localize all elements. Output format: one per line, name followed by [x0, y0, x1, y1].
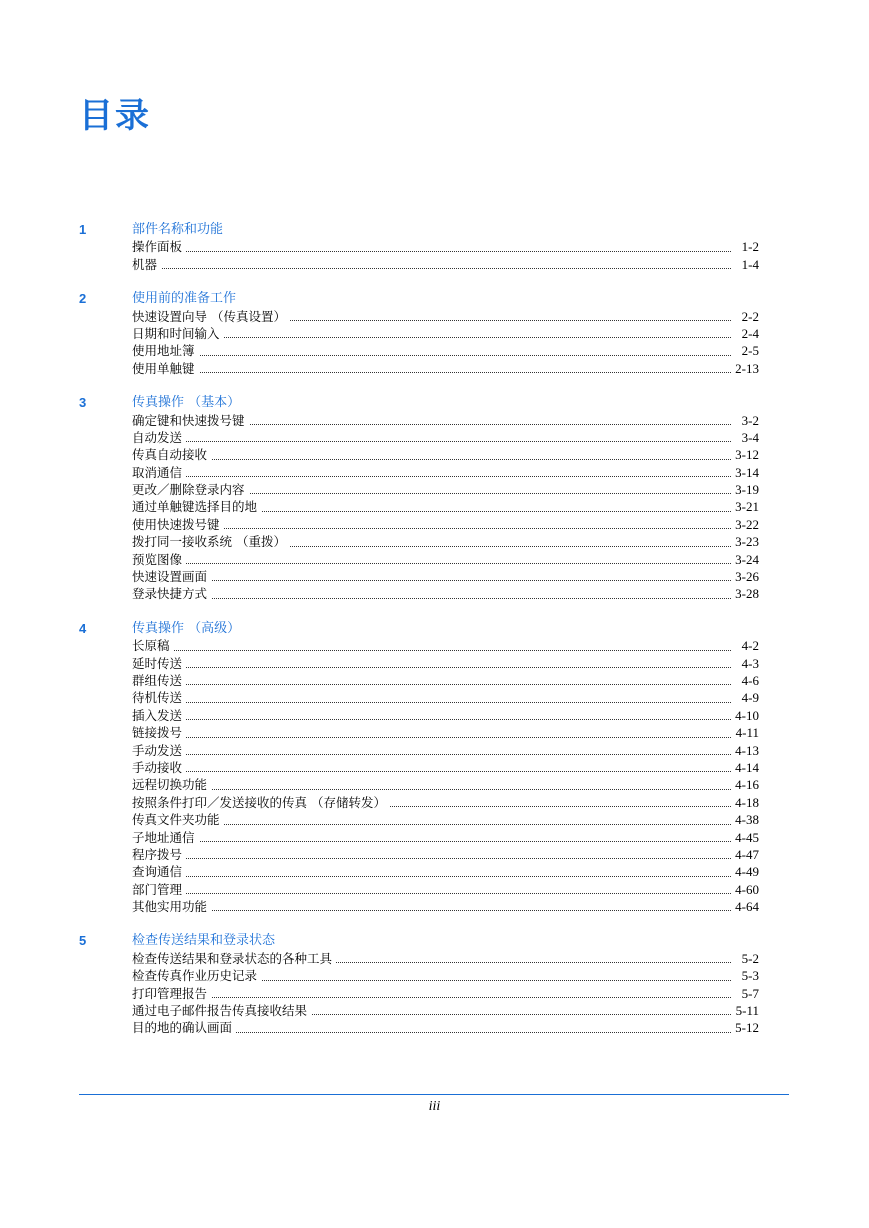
toc-entry-label: 使用地址簿 [132, 342, 199, 359]
toc-entry-page-number: 4-14 [731, 759, 759, 776]
toc-entry-page-number: 3-12 [731, 446, 759, 463]
toc-chapter [0, 290, 869, 377]
dot-leader [132, 702, 731, 703]
chapter-number: 1 [79, 222, 87, 237]
toc-entry-link[interactable] [132, 1002, 759, 1019]
toc-entry-link[interactable] [132, 412, 759, 429]
toc-entry-label: 日期和时间输入 [132, 325, 224, 342]
toc-entry-label: 检查传真作业历史记录 [132, 967, 261, 984]
chapter-number: 5 [79, 933, 87, 949]
toc-entry-page-number: 3-2 [738, 412, 759, 429]
toc-entry-page-number: 4-45 [731, 829, 759, 846]
toc-entry-link[interactable] [132, 498, 759, 515]
toc-entry-label: 长原稿 [132, 637, 174, 654]
toc-chapter [0, 394, 869, 603]
toc-entry-link[interactable] [132, 481, 759, 498]
toc-entry-label: 插入发送 [132, 707, 186, 724]
toc-entry-label: 使用单触键 [132, 360, 199, 377]
toc-entry-link[interactable] [132, 898, 759, 915]
dot-leader [132, 372, 731, 373]
toc-entry-page-number: 4-60 [731, 881, 759, 898]
table-of-contents [0, 221, 869, 1054]
toc-entry-label: 远程切换功能 [132, 776, 211, 793]
toc-entry-link[interactable] [132, 637, 759, 654]
dot-leader [132, 858, 731, 859]
toc-entry-page-number: 1-4 [738, 256, 759, 273]
toc-entry-link[interactable] [132, 759, 759, 776]
chapter-number: 3 [79, 395, 87, 411]
dot-leader [132, 355, 731, 356]
toc-entry-page-number: 3-19 [731, 481, 759, 498]
chapter-title-link[interactable]: 使用前的准备工作 [132, 291, 237, 307]
toc-entry-link[interactable] [132, 568, 759, 585]
toc-entry-page-number: 5-2 [738, 950, 759, 967]
toc-entry-page-number: 4-6 [738, 672, 759, 689]
chapter-title-link[interactable]: 部件名称和功能 [132, 222, 224, 237]
toc-entry-label: 部门管理 [132, 881, 186, 898]
footer-page-number: iii [428, 1099, 441, 1114]
toc-entry-page-number: 2-5 [738, 342, 759, 359]
toc-entry-label: 其他实用功能 [132, 898, 211, 915]
chapter-title-link[interactable]: 传真操作 （基本） [132, 395, 241, 411]
toc-entry-link[interactable] [132, 308, 759, 325]
chapter-number: 2 [79, 291, 87, 307]
toc-entry-link[interactable] [132, 464, 759, 481]
chapter-title-link[interactable]: 检查传送结果和登录状态 [132, 933, 276, 949]
toc-entry-page-number: 4-47 [731, 846, 759, 863]
toc-entry-link[interactable] [132, 707, 759, 724]
toc-chapter [0, 620, 869, 916]
toc-entry-link[interactable] [132, 672, 759, 689]
toc-entry-link[interactable] [132, 551, 759, 568]
toc-entry-page-number: 5-3 [738, 967, 759, 984]
toc-entry-page-number: 2-13 [731, 360, 759, 377]
toc-entry-page-number: 5-12 [731, 1019, 759, 1036]
dot-leader [132, 789, 731, 790]
toc-entry-label: 快速设置画面 [132, 568, 211, 585]
toc-entry-label: 检查传送结果和登录状态的各种工具 [132, 950, 336, 967]
toc-entry-label: 打印管理报告 [132, 985, 211, 1002]
toc-entry-label: 取消通信 [132, 464, 186, 481]
toc-entry-link[interactable] [132, 985, 759, 1002]
dot-leader [132, 684, 731, 685]
toc-entry-link[interactable] [132, 342, 759, 359]
toc-entry-page-number: 3-21 [731, 498, 759, 515]
toc-entry-page-number: 3-28 [731, 585, 759, 602]
toc-entry-link[interactable] [132, 655, 759, 672]
toc-entry-label: 更改／删除登录内容 [132, 481, 249, 498]
dot-leader [132, 737, 731, 738]
dot-leader [132, 268, 731, 269]
toc-entry-page-number: 3-4 [738, 429, 759, 446]
dot-leader [132, 441, 731, 442]
dot-leader [132, 580, 731, 581]
toc-entry-page-number: 4-49 [731, 863, 759, 880]
dot-leader [132, 251, 731, 252]
toc-entry-label: 登录快捷方式 [132, 585, 211, 602]
toc-entry-label: 群组传送 [132, 672, 186, 689]
toc-entry-page-number: 4-64 [731, 898, 759, 915]
toc-entry-page-number: 4-13 [731, 742, 759, 759]
dot-leader [132, 754, 731, 755]
toc-entry-page-number: 1-2 [738, 238, 759, 255]
toc-entry-label: 目的地的确认画面 [132, 1019, 236, 1036]
toc-entry-link[interactable] [132, 794, 759, 811]
toc-entry-link[interactable] [132, 533, 759, 550]
toc-entry-link[interactable] [132, 846, 759, 863]
toc-entry-label: 手动接收 [132, 759, 186, 776]
toc-entry-link[interactable] [132, 238, 759, 255]
toc-entry-link[interactable] [132, 446, 759, 463]
chapter-title-link[interactable]: 传真操作 （高级） [132, 620, 241, 636]
dot-leader [132, 563, 731, 564]
toc-entry-label: 通过电子邮件报告传真接收结果 [132, 1002, 311, 1019]
toc-entry-link[interactable] [132, 585, 759, 602]
dot-leader [132, 893, 731, 894]
toc-entry-label: 拨打同一接收系统 （重拨） [132, 533, 290, 550]
toc-entry-link[interactable] [132, 516, 759, 533]
toc-chapter [0, 221, 869, 273]
toc-entry-page-number: 4-9 [738, 689, 759, 706]
toc-entry-link[interactable] [132, 776, 759, 793]
toc-entry-label: 操作面板 [132, 238, 186, 255]
toc-entry-link[interactable] [132, 429, 759, 446]
toc-entry-link[interactable] [132, 811, 759, 828]
toc-entry-page-number: 4-16 [731, 776, 759, 793]
toc-entry-link[interactable] [132, 829, 759, 846]
toc-entry-label: 待机传送 [132, 689, 186, 706]
toc-entry-label: 传真自动接收 [132, 446, 211, 463]
toc-entry-label: 链接拨号 [132, 724, 186, 741]
toc-entry-link[interactable] [132, 360, 759, 377]
toc-entry-page-number: 3-23 [731, 533, 759, 550]
toc-entry-page-number: 3-22 [731, 516, 759, 533]
toc-entry-label: 子地址通信 [132, 829, 199, 846]
toc-entry-link[interactable] [132, 863, 759, 880]
toc-entry-page-number: 5-11 [732, 1002, 759, 1019]
dot-leader [132, 598, 731, 599]
dot-leader [132, 719, 731, 720]
toc-entry-link[interactable] [132, 881, 759, 898]
toc-chapter [0, 932, 869, 1036]
footer-divider [79, 1094, 789, 1095]
toc-entry-link[interactable] [132, 1019, 759, 1036]
dot-leader [132, 650, 731, 651]
toc-entry-link[interactable] [132, 689, 759, 706]
toc-entry-label: 手动发送 [132, 742, 186, 759]
toc-entry-label: 使用快速拨号键 [132, 516, 224, 533]
toc-entry-page-number: 4-11 [732, 724, 759, 741]
toc-entry-page-number: 4-3 [738, 655, 759, 672]
toc-entry-page-number: 4-18 [731, 794, 759, 811]
toc-entry-link[interactable] [132, 256, 759, 273]
toc-entry-link[interactable] [132, 325, 759, 342]
toc-entry-label: 自动发送 [132, 429, 186, 446]
toc-entry-page-number: 3-14 [731, 464, 759, 481]
toc-entry-label: 传真文件夹功能 [132, 811, 224, 828]
toc-entry-page-number: 4-10 [731, 707, 759, 724]
dot-leader [132, 459, 731, 460]
toc-entry-label: 按照条件打印／发送接收的传真 （存储转发） [132, 794, 390, 811]
dot-leader [132, 910, 731, 911]
toc-entry-page-number: 5-7 [738, 985, 759, 1002]
toc-entry-link[interactable] [132, 724, 759, 741]
dot-leader [132, 841, 731, 842]
dot-leader [132, 876, 731, 877]
page-title: 目录 [79, 96, 151, 136]
toc-entry-page-number: 4-2 [738, 637, 759, 654]
dot-leader [132, 667, 731, 668]
toc-entry-label: 查询通信 [132, 863, 186, 880]
toc-entry-page-number: 2-2 [738, 308, 759, 325]
toc-entry-link[interactable] [132, 950, 759, 967]
toc-entry-page-number: 3-26 [731, 568, 759, 585]
chapter-number: 4 [79, 620, 87, 636]
toc-entry-label: 程序拨号 [132, 846, 186, 863]
toc-entry-label: 快速设置向导 （传真设置） [132, 308, 290, 325]
toc-entry-label: 通过单触键选择目的地 [132, 498, 261, 515]
toc-entry-page-number: 4-38 [731, 811, 759, 828]
toc-entry-page-number: 3-24 [731, 551, 759, 568]
toc-entry-link[interactable] [132, 967, 759, 984]
dot-leader [132, 476, 731, 477]
toc-entry-label: 预览图像 [132, 551, 186, 568]
toc-entry-label: 机器 [132, 256, 161, 273]
toc-entry-link[interactable] [132, 742, 759, 759]
dot-leader [132, 771, 731, 772]
toc-entry-label: 确定键和快速拨号键 [132, 412, 249, 429]
dot-leader [132, 997, 731, 998]
toc-entry-page-number: 2-4 [738, 325, 759, 342]
toc-entry-label: 延时传送 [132, 655, 186, 672]
